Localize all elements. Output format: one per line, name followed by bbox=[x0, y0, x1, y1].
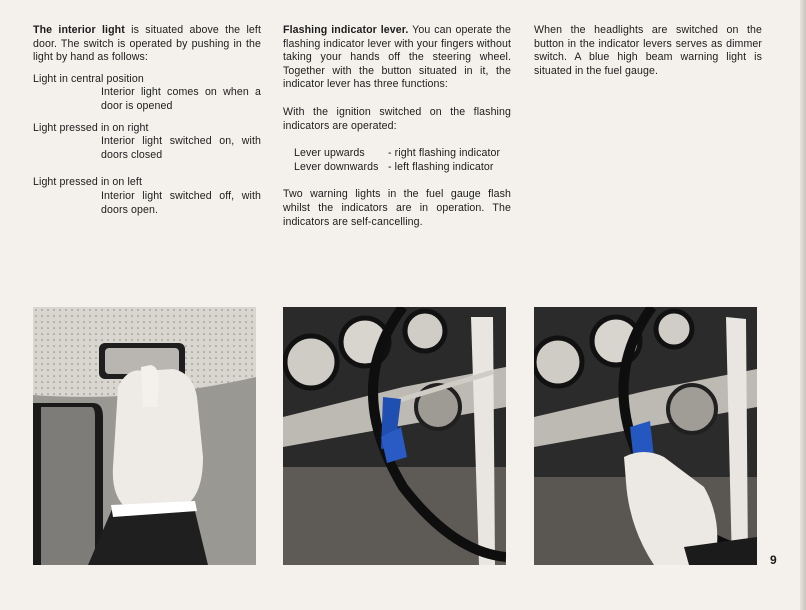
interior-light-heading: The interior light bbox=[33, 24, 125, 36]
interior-light-intro bbox=[33, 24, 261, 65]
page-number: 9 bbox=[770, 553, 777, 567]
interior-light-intro-text: is situated above the left door. The switch is operated by pushing in the light by hand as follows: bbox=[33, 24, 261, 64]
indicator-intro-text: You can operate the flashing indicator lever with your fingers without taking your hands off the steering wheel. Together with the button situated in it, the indicator lever has three functions: bbox=[283, 24, 511, 91]
indicator-lever-illustration bbox=[283, 307, 506, 565]
ignition-text: With the ignition switched on the flashing indicators are operated: bbox=[283, 105, 511, 132]
indicator-heading: Flashing indicator lever. bbox=[283, 24, 409, 36]
position-central-desc: Interior light comes on when a door is opened bbox=[101, 86, 261, 112]
position-central-label: Light in central position bbox=[33, 72, 144, 85]
position-right-label: Light pressed in on right bbox=[33, 121, 149, 134]
indicator-lever-photo bbox=[283, 307, 506, 565]
position-left-label: Light pressed in on left bbox=[33, 176, 142, 189]
dimmer-switch-illustration bbox=[534, 307, 757, 565]
lever-down-row bbox=[294, 161, 511, 175]
interior-light-column bbox=[33, 24, 261, 217]
page-edge bbox=[800, 0, 806, 610]
interior-light-photo bbox=[33, 307, 256, 565]
warning-lights-text: Two warning lights in the fuel gauge flash whilst the indicators are in operation. The indicators are self-cancelling. bbox=[283, 188, 511, 228]
dimmer-switch-photo bbox=[534, 307, 757, 565]
interior-light-illustration bbox=[33, 307, 256, 565]
position-right-desc: Interior light switched on, with doors closed bbox=[101, 135, 261, 161]
lever-up-result: - right flashing indicator bbox=[388, 147, 501, 160]
lever-up-row bbox=[294, 147, 511, 161]
lever-down-label: Lever downwards bbox=[294, 160, 379, 173]
lever-up-label: Lever upwards bbox=[294, 147, 365, 160]
indicator-lever-column bbox=[283, 24, 511, 229]
indicator-intro bbox=[283, 24, 511, 92]
lever-down-result: - left flashing indicator bbox=[388, 160, 494, 173]
dimmer-column bbox=[534, 24, 762, 78]
position-left-desc: Interior light switched off, with doors open. bbox=[101, 189, 261, 216]
dimmer-text: When the headlights are switched on the button in the indicator levers serves as dimmer switch. A blue high beam warning light is situated in the fuel gauge. bbox=[534, 24, 762, 77]
